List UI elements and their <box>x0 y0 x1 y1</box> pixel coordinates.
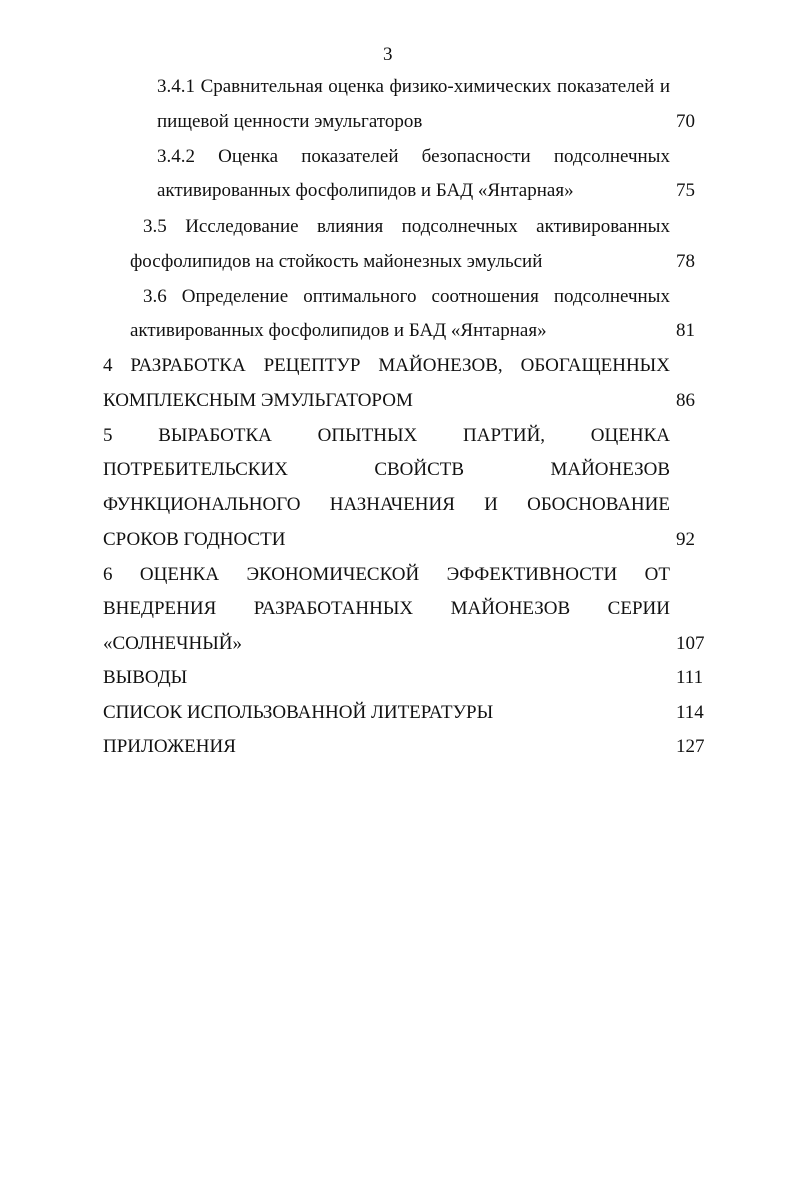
toc-word: 3.4.2 <box>157 146 195 167</box>
page-number: 3 <box>383 44 393 65</box>
toc-word: соотношения <box>431 286 539 307</box>
toc-line <box>103 561 670 589</box>
toc-word: оптимального <box>303 286 417 307</box>
toc-line: ПРИЛОЖЕНИЯ <box>103 736 236 757</box>
toc-word: ВЫРАБОТКА <box>158 425 272 446</box>
toc-word: Оценка <box>218 146 279 167</box>
toc-word: Определение <box>181 286 289 307</box>
toc-line <box>103 491 670 519</box>
toc-page-number: 81 <box>676 320 695 341</box>
toc-word: физико-химических <box>389 76 552 97</box>
toc-word: РАЗРАБОТКА <box>130 355 246 376</box>
toc-line <box>157 143 670 171</box>
toc-word: ФУНКЦИОНАЛЬНОГО <box>103 494 301 515</box>
toc-line <box>103 595 670 623</box>
toc-page-number: 114 <box>676 702 704 723</box>
toc-word: активированных <box>536 216 670 237</box>
toc-page-number: 75 <box>676 180 695 201</box>
toc-word: 5 <box>103 425 113 446</box>
toc-word: Исследование <box>185 216 299 237</box>
toc-page-number: 127 <box>676 736 705 757</box>
toc-line: фосфолипидов на стойкость майонезных эмульсий <box>130 251 543 272</box>
toc-line: ВЫВОДЫ <box>103 667 188 688</box>
toc-line: СРОКОВ ГОДНОСТИ <box>103 529 286 550</box>
toc-line <box>103 352 670 380</box>
toc-word: ОБОСНОВАНИЕ <box>527 494 670 515</box>
toc-word: показателей <box>556 76 655 97</box>
toc-word: влияния <box>317 216 384 237</box>
toc-line <box>103 422 670 450</box>
toc-word: 3.5 <box>143 216 167 237</box>
toc-line: активированных фосфолипидов и БАД «Янтарная» <box>130 320 547 341</box>
toc-line: СПИСОК ИСПОЛЬЗОВАННОЙ ЛИТЕРАТУРЫ <box>103 702 494 723</box>
toc-page-number: 86 <box>676 390 695 411</box>
toc-word: И <box>484 494 498 515</box>
toc-page-number: 111 <box>676 667 704 688</box>
toc-line <box>103 456 670 484</box>
toc-word: 6 <box>103 564 113 585</box>
toc-word: МАЙОНЕЗОВ <box>450 598 571 619</box>
toc-word: ОЦЕНКА <box>139 564 220 585</box>
toc-word: СВОЙСТВ <box>374 459 465 480</box>
toc-line <box>143 283 670 311</box>
toc-page-number: 107 <box>676 633 705 654</box>
toc-word: Сравнительная <box>200 76 323 97</box>
toc-line: КОМПЛЕКСНЫМ ЭМУЛЬГАТОРОМ <box>103 390 413 411</box>
toc-line: пищевой ценности эмульгаторов <box>157 111 423 132</box>
toc-word: ПОТРЕБИТЕЛЬСКИХ <box>103 459 288 480</box>
toc-word: РЕЦЕПТУР <box>263 355 361 376</box>
toc-word: ОТ <box>644 564 670 585</box>
toc-word: ОПЫТНЫХ <box>317 425 418 446</box>
toc-word: НАЗНАЧЕНИЯ <box>329 494 455 515</box>
toc-word: ПАРТИЙ, <box>463 425 546 446</box>
toc-word: оценка <box>328 76 384 97</box>
toc-word: ВНЕДРЕНИЯ <box>103 598 217 619</box>
toc-page-number: 92 <box>676 529 695 550</box>
toc-word: безопасности <box>421 146 531 167</box>
toc-word: подсолнечных <box>401 216 518 237</box>
toc-word: показателей <box>301 146 399 167</box>
toc-word: ОЦЕНКА <box>590 425 670 446</box>
toc-word: подсолнечных <box>553 146 670 167</box>
toc-word: 3.4.1 <box>157 76 195 97</box>
toc-word: ОБОГАЩЕННЫХ <box>520 355 670 376</box>
toc-word: и <box>659 76 670 97</box>
toc-word: 4 <box>103 355 113 376</box>
toc-word: МАЙОНЕЗОВ, <box>378 355 503 376</box>
toc-word: МАЙОНЕЗОВ <box>550 459 670 480</box>
toc-line <box>143 213 670 241</box>
toc-word: РАЗРАБОТАННЫХ <box>253 598 414 619</box>
toc-page-number: 70 <box>676 111 695 132</box>
toc-line: активированных фосфолипидов и БАД «Янтарная» <box>157 180 574 201</box>
toc-word: 3.6 <box>143 286 167 307</box>
toc-word: подсолнечных <box>553 286 670 307</box>
toc-word: ЭФФЕКТИВНОСТИ <box>446 564 618 585</box>
toc-word: ЭКОНОМИЧЕСКОЙ <box>246 564 420 585</box>
toc-page-number: 78 <box>676 251 695 272</box>
toc-line <box>157 73 670 101</box>
toc-word: СЕРИИ <box>607 598 670 619</box>
toc-line: «СОЛНЕЧНЫЙ» <box>103 633 243 654</box>
